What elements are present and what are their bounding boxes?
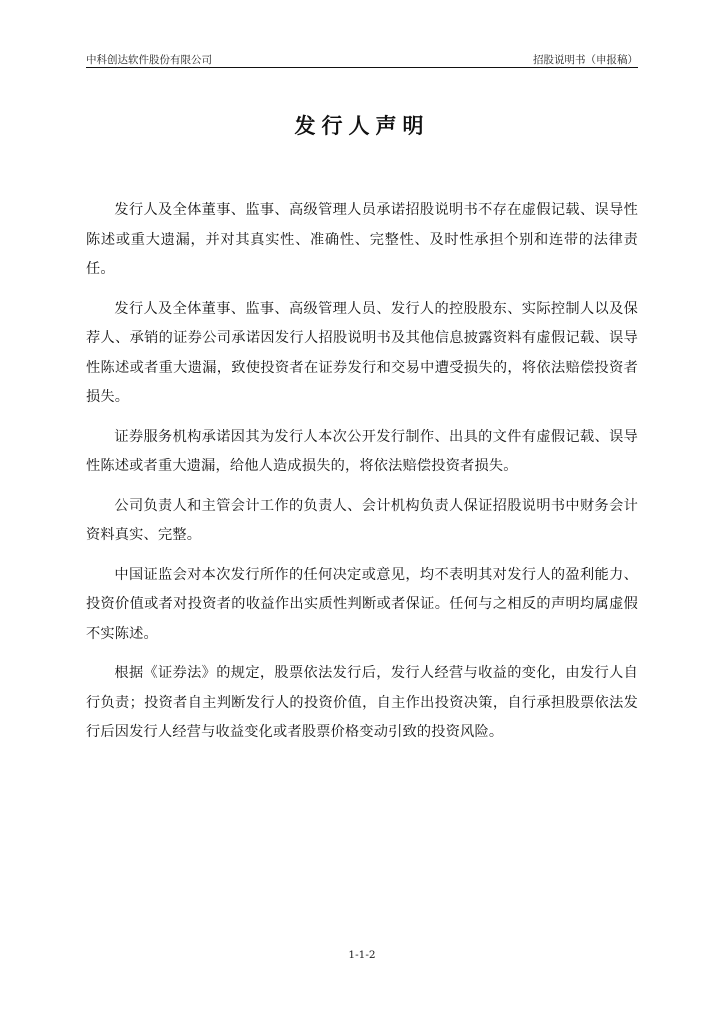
statement-paragraph: 发行人及全体董事、监事、高级管理人员、发行人的控股股东、实际控制人以及保荐人、承销的证券公司承诺因发行人招股说明书及其他信息披露资料有虚假记载、误导性陈述或者重大遗漏，致使投资者在证券发行和交易中遭受损失的，将依法赔偿投资者损失。: [86, 300, 638, 405]
statement-paragraph: 根据《证券法》的规定，股票依法发行后，发行人经营与收益的变化，由发行人自行负责；投资者自主判断发行人的投资价值，自主作出投资决策，自行承担股票依法发行后因发行人经营与收益变化或者股票价格变动引致的投资风险。: [86, 665, 638, 740]
header-company-name: 中科创达软件股份有限公司: [86, 54, 212, 66]
header-divider: [86, 67, 638, 68]
page-title: 发行人声明: [294, 114, 430, 138]
statement-paragraph: 发行人及全体董事、监事、高级管理人员承诺招股说明书不存在虚假记载、误导性陈述或重大遗漏，并对其真实性、准确性、完整性、及时性承担个别和连带的法律责任。: [86, 202, 638, 277]
statement-paragraph: 公司负责人和主管会计工作的负责人、会计机构负责人保证招股说明书中财务会计资料真实、完整。: [86, 497, 638, 543]
header-document-type: 招股说明书（申报稿）: [533, 54, 638, 66]
statement-paragraph: 证券服务机构承诺因其为发行人本次公开发行制作、出具的文件有虚假记载、误导性陈述或者重大遗漏，给他人造成损失的，将依法赔偿投资者损失。: [86, 428, 638, 474]
statement-body: [86, 196, 638, 758]
page-number: 1-1-2: [348, 949, 376, 961]
page-header: [86, 52, 638, 68]
statement-paragraph: 中国证监会对本次发行所作的任何决定或意见，均不表明其对发行人的盈利能力、投资价值或者对投资者的收益作出实质性判断或者保证。任何与之相反的声明均属虚假不实陈述。: [86, 566, 638, 642]
